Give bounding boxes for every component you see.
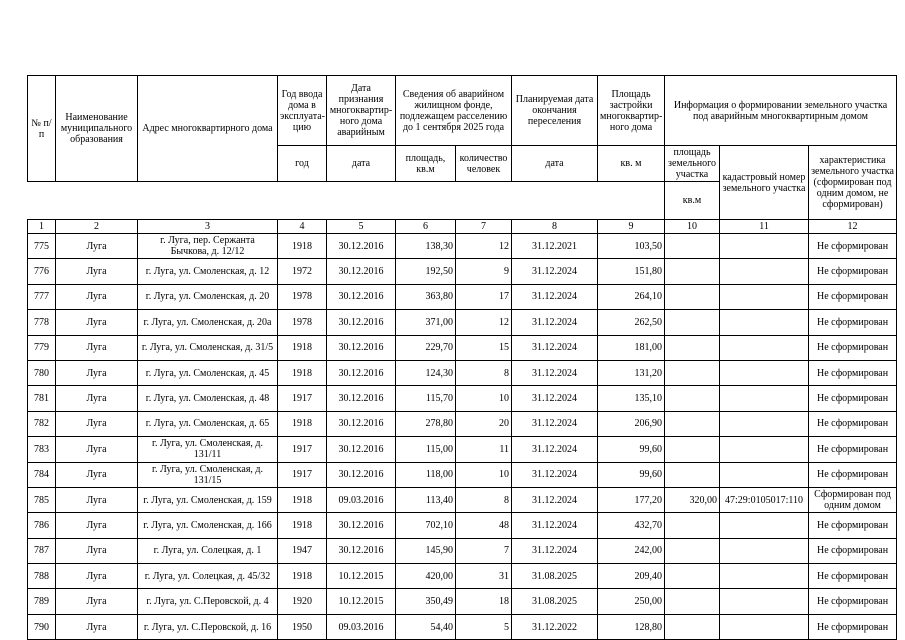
cell-people: 7 [456, 538, 512, 563]
cell-cadastral [720, 538, 809, 563]
cell-planned-date: 31.12.2024 [512, 462, 598, 487]
cell-municipality: Луга [56, 538, 138, 563]
cell-num: 783 [28, 437, 56, 462]
cell-land-area [665, 360, 720, 385]
cell-characteristic: Не сформирован [809, 335, 897, 360]
cell-land-area [665, 335, 720, 360]
cell-municipality: Луга [56, 335, 138, 360]
cell-area: 54,40 [396, 614, 456, 639]
cell-address: г. Луга, ул. С.Перовской, д. 4 [138, 589, 278, 614]
column-number: 7 [456, 220, 512, 234]
cell-address: г. Луга, ул. Смоленская, д. 20а [138, 310, 278, 335]
cell-area: 118,00 [396, 462, 456, 487]
cell-cadastral [720, 411, 809, 436]
cell-municipality: Луга [56, 386, 138, 411]
cell-cadastral: 47:29:0105017:110 [720, 487, 809, 512]
cell-recognition-date: 30.12.2016 [327, 538, 396, 563]
column-number: 11 [720, 220, 809, 234]
cell-address: г. Луга, ул. Смоленская, д. 159 [138, 487, 278, 512]
cell-municipality: Луга [56, 437, 138, 462]
cell-area: 278,80 [396, 411, 456, 436]
table-row [28, 234, 897, 259]
cell-building-area: 250,00 [598, 589, 665, 614]
cell-address: г. Луга, ул. Смоленская, д. 31/5 [138, 335, 278, 360]
cell-address: г. Луга, ул. Смоленская, д. 131/11 [138, 437, 278, 462]
column-number: 6 [396, 220, 456, 234]
cell-planned-date: 31.08.2025 [512, 564, 598, 589]
cell-cadastral [720, 259, 809, 284]
table-row [28, 284, 897, 309]
cell-building-area: 99,60 [598, 437, 665, 462]
table-row [28, 487, 897, 512]
cell-recognition-date: 30.12.2016 [327, 310, 396, 335]
cell-area: 350,49 [396, 589, 456, 614]
header-cadastral: кадастровый номер земельного участка [720, 146, 809, 220]
cell-land-area [665, 589, 720, 614]
cell-municipality: Луга [56, 234, 138, 259]
cell-cadastral [720, 564, 809, 589]
cell-address: г. Луга, ул. Смоленская, д. 45 [138, 360, 278, 385]
header-land-info: Информация о формировании земельного участка под аварийным многоквартирным домом [665, 76, 897, 146]
cell-people: 12 [456, 310, 512, 335]
cell-num: 781 [28, 386, 56, 411]
cell-characteristic: Не сформирован [809, 538, 897, 563]
cell-planned-date: 31.12.2024 [512, 386, 598, 411]
cell-year: 1978 [278, 310, 327, 335]
cell-land-area [665, 437, 720, 462]
cell-land-area [665, 462, 720, 487]
cell-planned-date: 31.12.2024 [512, 538, 598, 563]
cell-year: 1920 [278, 589, 327, 614]
cell-recognition-date: 30.12.2016 [327, 437, 396, 462]
cell-recognition-date: 30.12.2016 [327, 411, 396, 436]
table-row [28, 437, 897, 462]
cell-land-area [665, 310, 720, 335]
cell-building-area: 262,50 [598, 310, 665, 335]
cell-address: г. Луга, ул. Смоленская, д. 131/15 [138, 462, 278, 487]
cell-municipality: Луга [56, 259, 138, 284]
cell-characteristic: Не сформирован [809, 360, 897, 385]
table-row [28, 589, 897, 614]
cell-building-area: 151,80 [598, 259, 665, 284]
table-row [28, 538, 897, 563]
column-number: 8 [512, 220, 598, 234]
cell-year: 1918 [278, 234, 327, 259]
header-address: Адрес многоквартирного дома [138, 76, 278, 182]
cell-recognition-date: 10.12.2015 [327, 589, 396, 614]
cell-characteristic: Не сформирован [809, 310, 897, 335]
cell-year: 1947 [278, 538, 327, 563]
cell-num: 777 [28, 284, 56, 309]
cell-people: 8 [456, 360, 512, 385]
cell-num: 790 [28, 614, 56, 639]
cell-num: 782 [28, 411, 56, 436]
cell-address: г. Луга, ул. Смоленская, д. 20 [138, 284, 278, 309]
cell-area: 702,10 [396, 513, 456, 538]
cell-land-area [665, 386, 720, 411]
cell-building-area: 103,50 [598, 234, 665, 259]
header-land-area: площадь земельного участка [665, 146, 720, 182]
cell-recognition-date: 30.12.2016 [327, 462, 396, 487]
cell-address: г. Луга, пер. Сержанта Бычкова, д. 12/12 [138, 234, 278, 259]
cell-num: 788 [28, 564, 56, 589]
cell-year: 1918 [278, 487, 327, 512]
cell-municipality: Луга [56, 411, 138, 436]
cell-people: 9 [456, 259, 512, 284]
cell-planned-date: 31.12.2024 [512, 360, 598, 385]
cell-municipality: Луга [56, 462, 138, 487]
cell-land-area [665, 564, 720, 589]
header-planned-date: Планируемая дата окончания переселения [512, 76, 598, 146]
cell-characteristic: Не сформирован [809, 462, 897, 487]
cell-planned-date: 31.12.2024 [512, 411, 598, 436]
cell-characteristic: Не сформирован [809, 234, 897, 259]
column-number: 12 [809, 220, 897, 234]
cell-area: 138,30 [396, 234, 456, 259]
cell-cadastral [720, 513, 809, 538]
cell-people: 20 [456, 411, 512, 436]
cell-address: г. Луга, ул. С.Перовской, д. 16 [138, 614, 278, 639]
cell-recognition-date: 09.03.2016 [327, 487, 396, 512]
cell-num: 779 [28, 335, 56, 360]
cell-people: 11 [456, 437, 512, 462]
header-characteristic: характеристика земельного участка (сформирован под одним домом, не сформирован) [809, 146, 897, 220]
header-unit-year: год [278, 146, 327, 182]
cell-characteristic: Не сформирован [809, 386, 897, 411]
header-building-area: Площадь застройки многоквартир-ного дома [598, 76, 665, 146]
cell-recognition-date: 30.12.2016 [327, 234, 396, 259]
header-spacer [28, 182, 665, 220]
cell-people: 31 [456, 564, 512, 589]
cell-num: 789 [28, 589, 56, 614]
cell-building-area: 209,40 [598, 564, 665, 589]
cell-recognition-date: 30.12.2016 [327, 259, 396, 284]
cell-land-area: 320,00 [665, 487, 720, 512]
column-number: 5 [327, 220, 396, 234]
cell-area: 192,50 [396, 259, 456, 284]
cell-num: 778 [28, 310, 56, 335]
cell-land-area [665, 538, 720, 563]
cell-land-area [665, 259, 720, 284]
column-number: 3 [138, 220, 278, 234]
cell-year: 1950 [278, 614, 327, 639]
cell-area: 420,00 [396, 564, 456, 589]
cell-num: 775 [28, 234, 56, 259]
cell-cadastral [720, 589, 809, 614]
cell-recognition-date: 30.12.2016 [327, 513, 396, 538]
cell-area: 371,00 [396, 310, 456, 335]
table-row [28, 335, 897, 360]
cell-municipality: Луга [56, 310, 138, 335]
cell-num: 786 [28, 513, 56, 538]
cell-building-area: 99,60 [598, 462, 665, 487]
cell-municipality: Луга [56, 487, 138, 512]
cell-year: 1978 [278, 284, 327, 309]
cell-planned-date: 31.12.2024 [512, 310, 598, 335]
cell-land-area [665, 234, 720, 259]
cell-planned-date: 31.12.2024 [512, 284, 598, 309]
cell-land-area [665, 411, 720, 436]
cell-cadastral [720, 310, 809, 335]
cell-characteristic: Не сформирован [809, 437, 897, 462]
table-row [28, 564, 897, 589]
cell-year: 1918 [278, 564, 327, 589]
cell-num: 787 [28, 538, 56, 563]
cell-num: 776 [28, 259, 56, 284]
cell-characteristic: Не сформирован [809, 564, 897, 589]
cell-characteristic: Не сформирован [809, 589, 897, 614]
column-number: 1 [28, 220, 56, 234]
cell-year: 1972 [278, 259, 327, 284]
table-row [28, 614, 897, 639]
column-number: 4 [278, 220, 327, 234]
cell-area: 145,90 [396, 538, 456, 563]
cell-planned-date: 31.12.2024 [512, 335, 598, 360]
header-recognition-date: Дата признания многоквартир-ного дома аварийным [327, 76, 396, 146]
header-municipality: Наименование муниципального образования [56, 76, 138, 182]
cell-planned-date: 31.12.2021 [512, 234, 598, 259]
header-unit-area: площадь, кв.м [396, 146, 456, 182]
cell-building-area: 177,20 [598, 487, 665, 512]
cell-cadastral [720, 335, 809, 360]
cell-building-area: 264,10 [598, 284, 665, 309]
cell-planned-date: 31.12.2022 [512, 614, 598, 639]
cell-year: 1918 [278, 513, 327, 538]
cell-land-area [665, 284, 720, 309]
cell-municipality: Луга [56, 513, 138, 538]
cell-address: г. Луга, ул. Солецкая, д. 1 [138, 538, 278, 563]
column-number: 9 [598, 220, 665, 234]
cell-cadastral [720, 437, 809, 462]
cell-municipality: Луга [56, 564, 138, 589]
cell-address: г. Луга, ул. Смоленская, д. 65 [138, 411, 278, 436]
cell-area: 124,30 [396, 360, 456, 385]
cell-address: г. Луга, ул. Смоленская, д. 48 [138, 386, 278, 411]
header-num: № п/п [28, 76, 56, 182]
cell-people: 48 [456, 513, 512, 538]
column-number: 10 [665, 220, 720, 234]
cell-building-area: 181,00 [598, 335, 665, 360]
cell-characteristic: Сформирован под одним домом [809, 487, 897, 512]
cell-area: 113,40 [396, 487, 456, 512]
cell-area: 115,00 [396, 437, 456, 462]
table-row [28, 259, 897, 284]
cell-people: 10 [456, 462, 512, 487]
cell-people: 12 [456, 234, 512, 259]
cell-recognition-date: 30.12.2016 [327, 284, 396, 309]
header-year: Год ввода дома в эксплуата-цию [278, 76, 327, 146]
cell-building-area: 135,10 [598, 386, 665, 411]
header-unit-sqm2: кв.м [665, 182, 720, 220]
cell-num: 784 [28, 462, 56, 487]
table-row [28, 411, 897, 436]
column-number-row [28, 220, 897, 234]
cell-recognition-date: 10.12.2015 [327, 564, 396, 589]
table-row [28, 513, 897, 538]
header-unit-sqm: кв. м [598, 146, 665, 182]
cell-cadastral [720, 614, 809, 639]
cell-municipality: Луга [56, 614, 138, 639]
cell-building-area: 206,90 [598, 411, 665, 436]
cell-planned-date: 31.12.2024 [512, 487, 598, 512]
cell-cadastral [720, 462, 809, 487]
cell-recognition-date: 30.12.2016 [327, 360, 396, 385]
table-row [28, 360, 897, 385]
cell-characteristic: Не сформирован [809, 513, 897, 538]
cell-year: 1918 [278, 335, 327, 360]
cell-municipality: Луга [56, 360, 138, 385]
cell-year: 1917 [278, 462, 327, 487]
cell-building-area: 131,20 [598, 360, 665, 385]
cell-people: 8 [456, 487, 512, 512]
table-row [28, 386, 897, 411]
table-row [28, 462, 897, 487]
cell-address: г. Луга, ул. Смоленская, д. 166 [138, 513, 278, 538]
header-unit-people: количество человек [456, 146, 512, 182]
cell-municipality: Луга [56, 589, 138, 614]
cell-address: г. Луга, ул. Солецкая, д. 45/32 [138, 564, 278, 589]
cell-area: 229,70 [396, 335, 456, 360]
cell-characteristic: Не сформирован [809, 411, 897, 436]
cell-cadastral [720, 386, 809, 411]
cell-year: 1917 [278, 437, 327, 462]
cell-cadastral [720, 284, 809, 309]
cell-people: 10 [456, 386, 512, 411]
cell-cadastral [720, 234, 809, 259]
cell-characteristic: Не сформирован [809, 284, 897, 309]
cell-area: 363,80 [396, 284, 456, 309]
cell-recognition-date: 09.03.2016 [327, 614, 396, 639]
cell-planned-date: 31.12.2024 [512, 259, 598, 284]
cell-characteristic: Не сформирован [809, 614, 897, 639]
cell-year: 1918 [278, 411, 327, 436]
header-unit-date: дата [327, 146, 396, 182]
header-unit-date2: дата [512, 146, 598, 182]
cell-year: 1917 [278, 386, 327, 411]
cell-land-area [665, 513, 720, 538]
cell-planned-date: 31.12.2024 [512, 513, 598, 538]
cell-people: 15 [456, 335, 512, 360]
cell-cadastral [720, 360, 809, 385]
cell-num: 780 [28, 360, 56, 385]
cell-building-area: 128,80 [598, 614, 665, 639]
cell-people: 17 [456, 284, 512, 309]
cell-land-area [665, 614, 720, 639]
cell-people: 18 [456, 589, 512, 614]
cell-planned-date: 31.12.2024 [512, 437, 598, 462]
cell-address: г. Луга, ул. Смоленская, д. 12 [138, 259, 278, 284]
header-fund-info: Сведения об аварийном жилищном фонде, подлежащем расселению до 1 сентября 2025 года [396, 76, 512, 146]
cell-planned-date: 31.08.2025 [512, 589, 598, 614]
cell-characteristic: Не сформирован [809, 259, 897, 284]
cell-building-area: 242,00 [598, 538, 665, 563]
column-number: 2 [56, 220, 138, 234]
cell-recognition-date: 30.12.2016 [327, 335, 396, 360]
cell-recognition-date: 30.12.2016 [327, 386, 396, 411]
cell-people: 5 [456, 614, 512, 639]
emergency-housing-table [27, 75, 897, 640]
header-row-1 [28, 76, 897, 146]
cell-municipality: Луга [56, 284, 138, 309]
cell-area: 115,70 [396, 386, 456, 411]
cell-building-area: 432,70 [598, 513, 665, 538]
cell-num: 785 [28, 487, 56, 512]
table-row [28, 310, 897, 335]
cell-year: 1918 [278, 360, 327, 385]
